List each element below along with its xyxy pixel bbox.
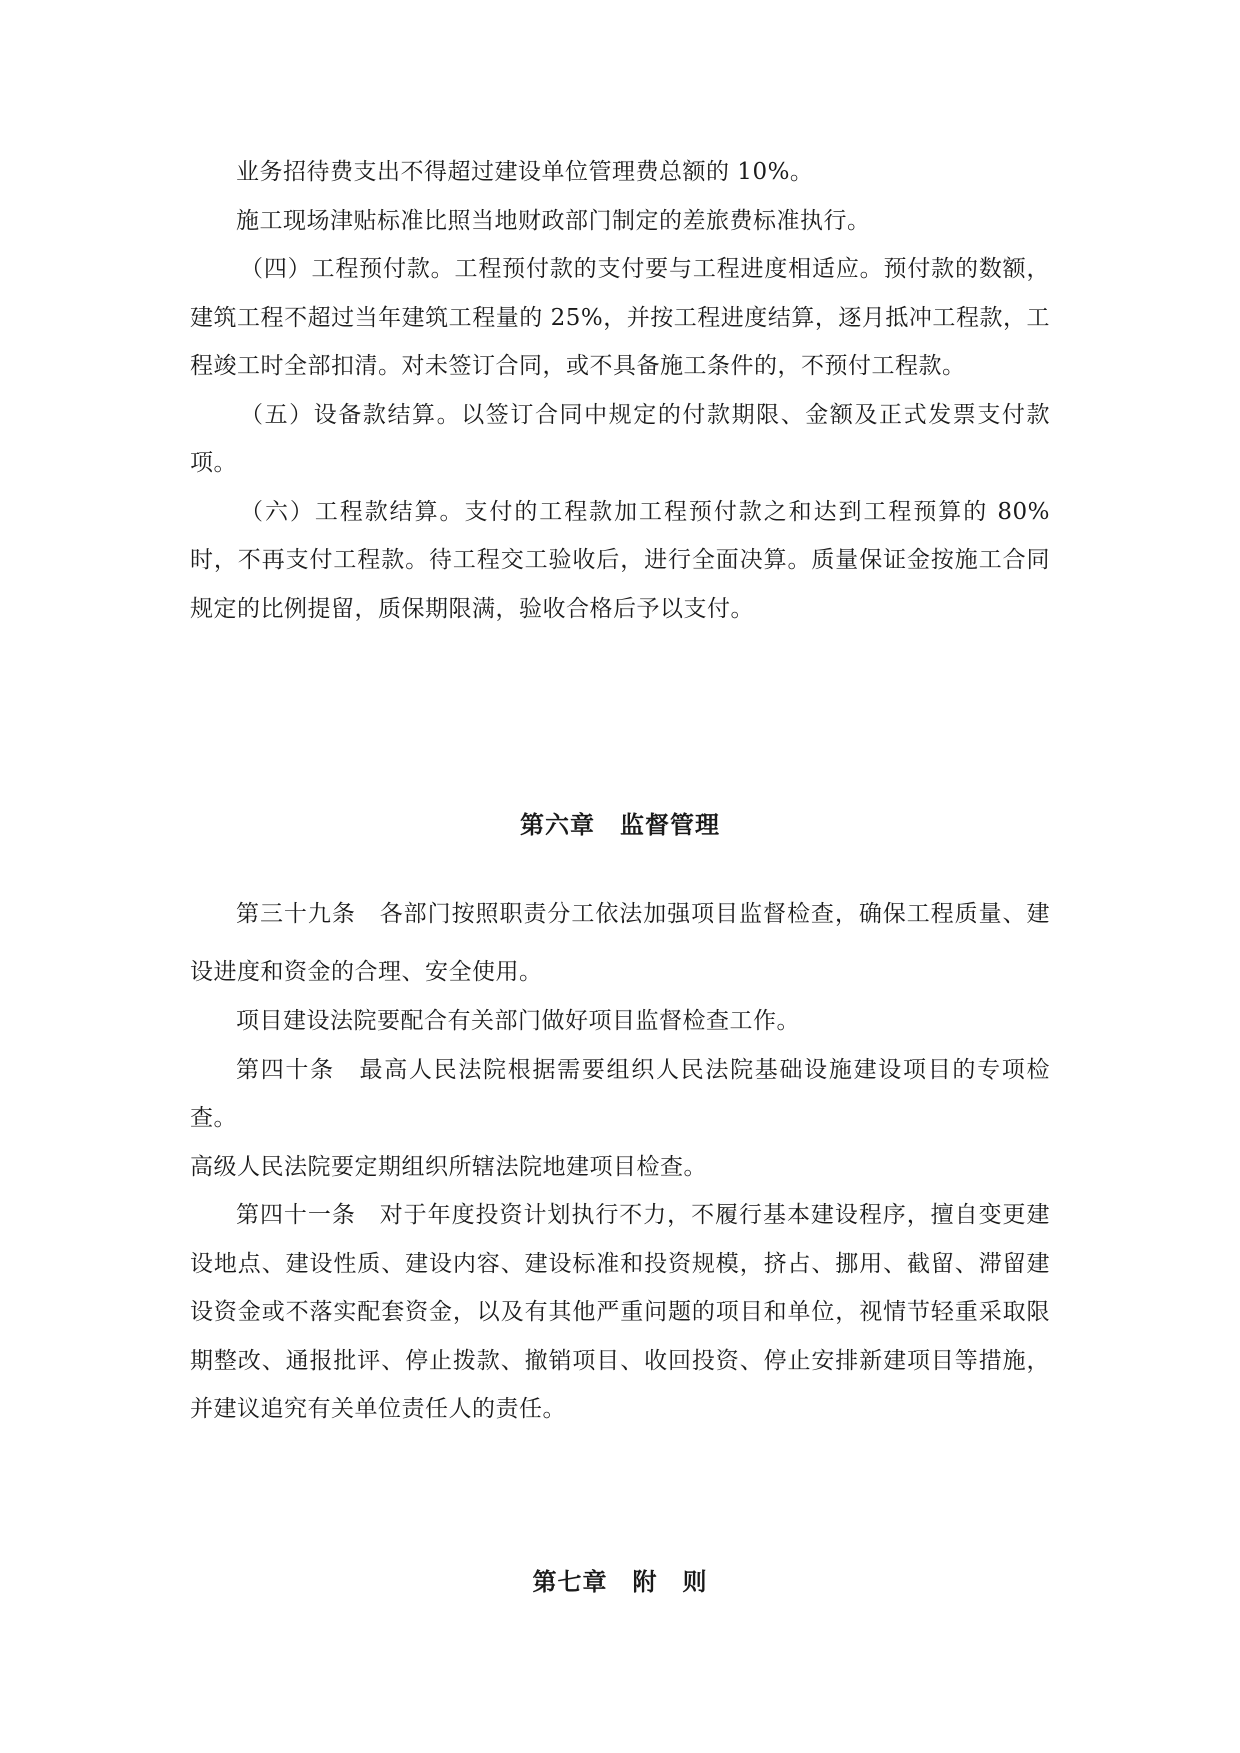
paragraph-hospitality-limit: 业务招待费支出不得超过建设单位管理费总额的 10%。: [236, 159, 814, 185]
article-39: 第三十九条 各部门按照职责分工依法加强项目监督检查，确保工程质量、建设进度和资金的合理、安全使用。: [190, 901, 1050, 985]
article-39-paragraph-2: 项目建设法院要配合有关部门做好项目监督检查工作。: [236, 1008, 800, 1034]
section-funding-rules: [190, 148, 1050, 633]
paragraph-advance-payment: （四）工程预付款。工程预付款的支付要与工程进度相适应。预付款的数额，建筑工程不超过当年建筑工程量的 25%，并按工程进度结算，逐月抵冲工程款，工程竣工时全部扣清。对未签订合同，或不具备施工条件的，不预付工程款。: [190, 256, 1050, 379]
article-40: 第四十条 最高人民法院根据需要组织人民法院基础设施建设项目的专项检查。: [190, 1056, 1050, 1131]
article-41: 第四十一条 对于年度投资计划执行不力，不履行基本建设程序，擅自变更建设地点、建设性质、建设内容、建设标准和投资规模，挤占、挪用、截留、滞留建设资金或不落实配套资金，以及有其他严重问题的项目和单位，视情节轻重采取限期整改、通报批评、停止拨款、撤销项目、收回投资、停止安排新建项目等措施，并建议追究有关单位责任人的责任。: [190, 1202, 1050, 1422]
paragraph-project-settlement: （六）工程款结算。支付的工程款加工程预付款之和达到工程预算的 80%时，不再支付工程款。待工程交工验收后，进行全面决算。质量保证金按施工合同规定的比例提留，质保期限满，验收合格后予以支付。: [190, 498, 1050, 622]
paragraph-site-allowance: 施工现场津贴标准比照当地财政部门制定的差旅费标准执行。: [236, 207, 871, 234]
chapter-six-heading: 第六章 监督管理: [520, 810, 720, 839]
section-supervision: [190, 885, 1050, 1434]
paragraph-equipment-settlement: （五）设备款结算。以签订合同中规定的付款期限、金额及正式发票支付款项。: [190, 401, 1050, 476]
chapter-seven-heading: 第七章 附 则: [532, 1567, 708, 1596]
article-40-paragraph-2: 高级人民法院要定期组织所辖法院地建项目检查。: [190, 1153, 707, 1180]
